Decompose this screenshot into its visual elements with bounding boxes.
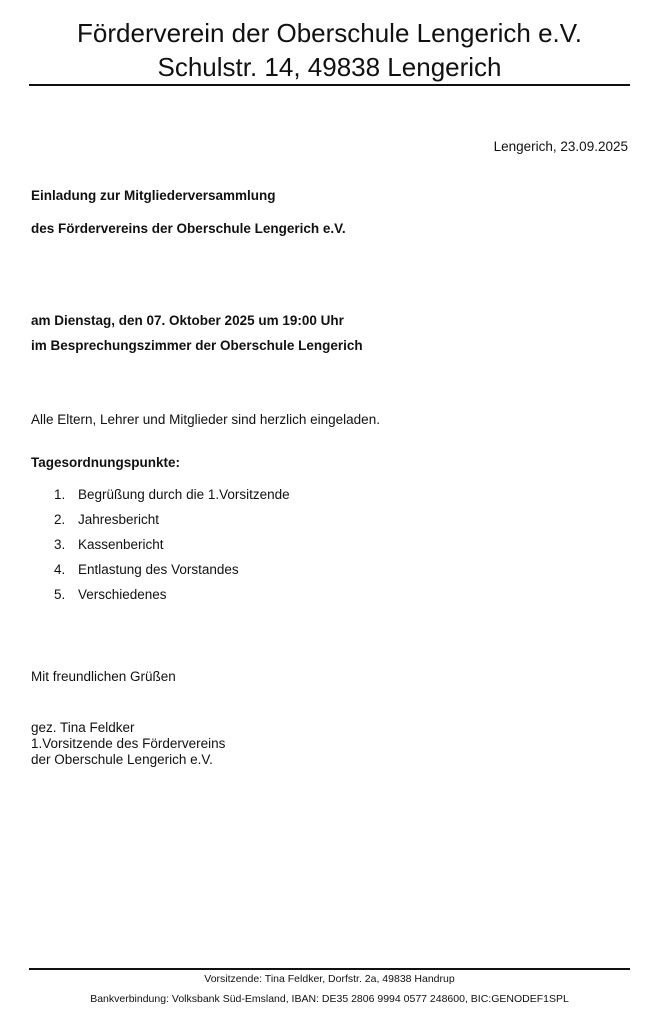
agenda-item — [54, 486, 290, 511]
subject-line-2: des Fördervereins der Oberschule Lengerich e.V. — [31, 221, 346, 236]
agenda-item — [54, 536, 290, 561]
agenda-item-number: 2. — [54, 512, 66, 527]
agenda-item-label: Jahresbericht — [78, 512, 160, 527]
agenda-heading: Tagesordnungspunkte: — [31, 455, 181, 470]
footer-chair: Vorsitzende: Tina Feldker, Dorfstr. 2a, 49838 Handrup — [204, 973, 455, 985]
signature-block — [31, 720, 225, 768]
subject-line-1: Einladung zur Mitgliederversammlung — [31, 188, 276, 203]
signature-role: 1.Vorsitzende des Fördervereins — [31, 736, 226, 751]
letter-date: Lengerich, 23.09.2025 — [493, 139, 628, 154]
closing-greeting: Mit freundlichen Grüßen — [31, 669, 176, 684]
invitation-text: Alle Eltern, Lehrer und Mitglieder sind herzlich eingeladen. — [31, 412, 380, 427]
footer-bank-details: Bankverbindung: Volksbank Süd-Emsland, IBAN: DE35 2806 9994 0577 248600, BIC:GENODEF1SPL — [90, 993, 569, 1005]
agenda-item-label: Begrüßung durch die 1.Vorsitzende — [78, 487, 290, 502]
agenda-item-label: Entlastung des Vorstandes — [78, 562, 239, 577]
agenda-item — [54, 561, 290, 586]
agenda-item-number: 1. — [54, 487, 66, 502]
letterhead-organization: Förderverein der Oberschule Lengerich e.V. — [77, 18, 582, 48]
agenda-item-label: Verschiedenes — [78, 587, 167, 602]
agenda-item-number: 3. — [54, 537, 66, 552]
agenda-item-number: 4. — [54, 562, 66, 577]
agenda-item — [54, 586, 290, 611]
footer-divider — [29, 968, 630, 970]
header-divider — [29, 84, 630, 86]
agenda-item-label: Kassenbericht — [78, 537, 164, 552]
meeting-location: im Besprechungszimmer der Oberschule Lengerich — [31, 338, 363, 353]
signature-organization: der Oberschule Lengerich e.V. — [31, 752, 213, 767]
agenda-list — [54, 486, 290, 611]
agenda-item — [54, 511, 290, 536]
meeting-date: am Dienstag, den 07. Oktober 2025 um 19:00 Uhr — [31, 313, 344, 328]
letterhead — [0, 16, 659, 84]
letterhead-address: Schulstr. 14, 49838 Lengerich — [157, 52, 502, 82]
agenda-item-number: 5. — [54, 587, 66, 602]
signature-name: gez. Tina Feldker — [31, 720, 135, 735]
